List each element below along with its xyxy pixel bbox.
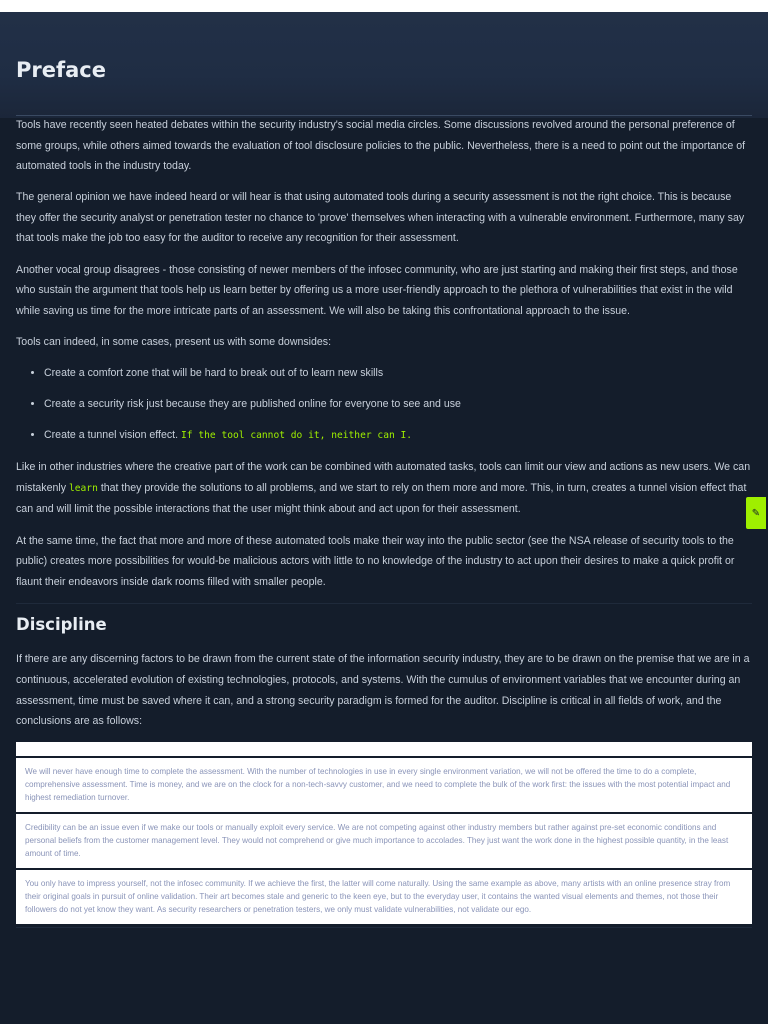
table-header bbox=[16, 742, 752, 758]
page-title: Preface bbox=[16, 58, 106, 82]
preface-paragraph-5 bbox=[16, 457, 752, 520]
list-item bbox=[44, 425, 752, 447]
content-divider bbox=[16, 927, 752, 928]
section-divider bbox=[16, 603, 752, 604]
preface-paragraph-2: The general opinion we have indeed heard or will hear is that using automated tools during a security assessment is not the right choice. This is because they offer the security analyst or penetration tester no chance to 'prove' themselves when interacting with a vulnerable environment. Furthermore, many say that tools make the job too easy for the auditor to receive any recognition for their assessment. bbox=[16, 191, 745, 245]
table-row: Credibility can be an issue even if we make our tools or manually exploit every service. We are not competing against other industry members but rather against pre-set economic conditions and personal beliefs from the customer management level. They would not comprehend or give much importance to accolades. They just want the work done in the highest possible quantity, in the least amount of time. bbox=[16, 814, 752, 870]
list-item bbox=[44, 394, 752, 415]
paragraph-text: that they provide the solutions to all problems, and we start to rely on them more and more. This, in turn, creates a tunnel vision effect that can and will limit the possible interactions that the user might think about and act upon for their assessment. bbox=[16, 481, 747, 516]
list-item-text: Create a tunnel vision effect. bbox=[44, 429, 179, 442]
edit-side-tab[interactable] bbox=[746, 497, 766, 529]
paragraph-text: Like in other industries where the creative part of the work can be combined with automated tasks, tools can limit our view and actions as new users. We can mistakenly bbox=[16, 461, 751, 494]
top-bar bbox=[0, 0, 768, 12]
preface-paragraph-3: Another vocal group disagrees - those consisting of newer members of the infosec community, who are just starting and making their first steps, and those who sustain the argument that tools help us learn better by offering us a more user-friendly approach to the plethora of vulnerabilities that exist in the wild while saving us time for the more intricate parts of an assessment. We will also be taking this confrontational approach to the issue. bbox=[16, 263, 738, 317]
main-content bbox=[16, 115, 752, 924]
pencil-icon: ✎ bbox=[751, 507, 761, 519]
table-row: You only have to impress yourself, not the infosec community. If we achieve the first, the latter will come naturally. Using the same example as above, many artists with an online presence stray from their original goals in pursuit of online validation. Their art becomes stale and generic to the keen eye, but to the everyday user, it contains the wanted visual elements and themes, not those their followers do not yet know they want. As security researchers or penetration testers, we only must validate vulnerabilities, not validate our ego. bbox=[25, 879, 731, 915]
list-item-text: Create a security risk just because they are published online for everyone to see and use bbox=[44, 398, 461, 411]
inline-code: If the tool cannot do it, neither can I. bbox=[181, 430, 413, 442]
list-item bbox=[44, 363, 752, 384]
preface-paragraph-6: At the same time, the fact that more and more of these automated tools make their way into the public sector (see the NSA release of security tools to the public) creates more possibilities for would-be malicious actors with little to no knowledge of the industry to act upon their desires to make a quick profit or flaunt their endeavors inside dark rooms filled with smaller people. bbox=[16, 534, 735, 588]
downsides-list bbox=[16, 363, 752, 447]
inline-code: learn bbox=[68, 482, 98, 494]
conclusions-table bbox=[16, 742, 752, 924]
list-item-text: Create a comfort zone that will be hard to break out of to learn new skills bbox=[44, 366, 384, 379]
table-row: We will never have enough time to complete the assessment. With the number of technologies in use in every single environment variation, we will not be offered the time to do a complete, comprehensive assessment. Time is money, and we are on the clock for a non-tech-savvy customer, and we need to complete the bulk of the work first: the issues with the most potential impact and highest remediation turnover. bbox=[16, 758, 752, 814]
page-header bbox=[0, 12, 768, 118]
discipline-paragraph: If there are any discerning factors to be drawn from the current state of the information security industry, they are to be drawn on the premise that we are in a continuous, accelerated evolution of existing technologies, protocols, and systems. With the cumulus of environment variables that we encounter during an assessment, time must be saved where it can, and a strong security paradigm is formed for the auditor. Discipline is critical in all fields of work, and the conclusions are as follows: bbox=[16, 653, 750, 728]
preface-paragraph-1: Tools have recently seen heated debates within the security industry's social media circles. Some discussions revolved around the personal preference of some groups, while others aimed towards the evaluation of tool disclosure policies to the public. Nevertheless, there is a need to point out the importance of automated tools in the industry today. bbox=[16, 119, 746, 173]
preface-paragraph-4: Tools can indeed, in some cases, present us with some downsides: bbox=[16, 335, 332, 348]
section-heading: Discipline bbox=[16, 614, 107, 634]
